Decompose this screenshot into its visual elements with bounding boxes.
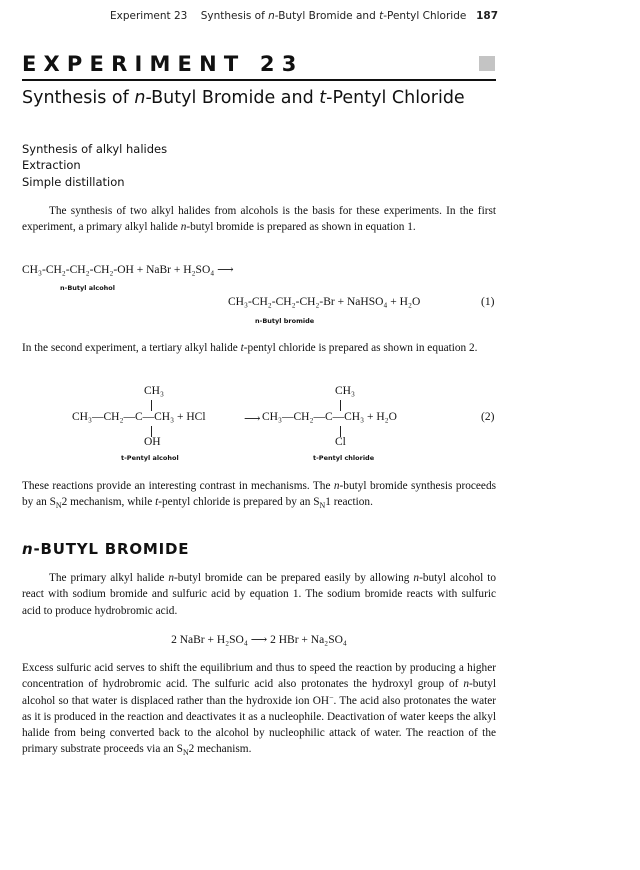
equation-1-product-label: n-Butyl bromide [255, 317, 315, 325]
equation-3: 2 NaBr + H₂SO₄ ⟶ 2 HBr + Na₂SO₄ [171, 634, 347, 646]
experiment-subtitle: Synthesis of n-Butyl Bromide and t-Pentyl Chloride [22, 88, 465, 108]
equation-2-left-methyl: CH₃ [144, 385, 164, 397]
equation-2-left-label: t-Pentyl alcohol [121, 454, 179, 462]
topics-list [22, 141, 167, 190]
decorative-square [479, 56, 495, 71]
topic-item: Extraction [22, 158, 81, 173]
bond-line [151, 400, 152, 411]
second-paragraph: In the second experiment, a tertiary alkyl halide t-pentyl chloride is prepared as shown in equation 2. [22, 342, 478, 354]
equation-2 [0, 380, 640, 470]
equation-2-arrow: ⟶ [244, 413, 261, 425]
equation-2-right-chloro: Cl [335, 436, 346, 448]
topic-item: Synthesis of alkyl halides [22, 142, 168, 156]
equation-2-left-main: CH₃—CH₂—C—CH₃ + HCl [72, 411, 206, 423]
contrast-paragraph: These reactions provide an interesting contrast in mechanisms. The n-butyl bromide synthesis proceeds by an $S_N2$ mechanism, while t-pentyl chloride is prepared by an $S_N1$ reaction. [22, 480, 496, 511]
bond-line [340, 400, 341, 411]
heading-rule [22, 79, 496, 81]
equation-2-right-main: CH₃—CH₂—C—CH₃ + H₂O [262, 411, 397, 423]
page-number: 187 [476, 10, 498, 22]
equation-2-right-methyl: CH₃ [335, 385, 355, 397]
experiment-heading: EXPERIMENT 23 [22, 52, 304, 76]
equation-1-reactants: CH₃-CH₂-CH₂-CH₂-OH + NaBr + H₂SO₄ ⟶ [22, 264, 234, 276]
running-head [110, 10, 498, 22]
running-head-title: Synthesis of n-Butyl Bromide and t-Pentyl Chloride [200, 10, 467, 22]
section-paragraph-2: Excess sulfuric acid serves to shift the equilibrium and thus to speed the reaction by producing a higher concentration of hydrobromic acid. The sulfuric acid also protonates the hydroxyl group of n-butyl alcohol so that water is displaced rather than the hydroxide ion OH−. The acid also protonates the water as it is produced in the reaction and deactivates it as a nucleophile. Deactivation of water keeps the alkyl halide from being converted back to the alcohol by nucleophilic attack of water. The reaction of the primary substrate proceeds via an $S_N2$ mechanism. [22, 662, 496, 758]
equation-1-number: (1) [481, 296, 495, 308]
equation-1-reactant-label: n-Butyl alcohol [60, 284, 115, 292]
section-paragraph-1: The primary alkyl halide n-butyl bromide can be prepared easily by allowing n-butyl alcohol to react with sodium bromide and sulfuric acid by equation 1. The sodium bromide reacts with sulfuric acid to produce hydrobromic acid. [22, 572, 497, 617]
topic-item: Simple distillation [22, 174, 125, 189]
running-head-experiment: Experiment 23 [110, 10, 188, 22]
intro-paragraph: The synthesis of two alkyl halides from alcohols is the basis for these experiments. In the first experiment, a primary alkyl halide n-butyl bromide is prepared as shown in equation 1. [22, 205, 496, 234]
equation-1-products: CH₃-CH₂-CH₂-CH₂-Br + NaHSO₄ + H₂O [228, 296, 421, 308]
equation-2-left-hydroxyl: OH [144, 436, 161, 448]
equation-2-number: (2) [481, 411, 495, 423]
equation-2-right-label: t-Pentyl chloride [313, 454, 375, 462]
section-heading: n-BUTYL BROMIDE [22, 540, 190, 558]
